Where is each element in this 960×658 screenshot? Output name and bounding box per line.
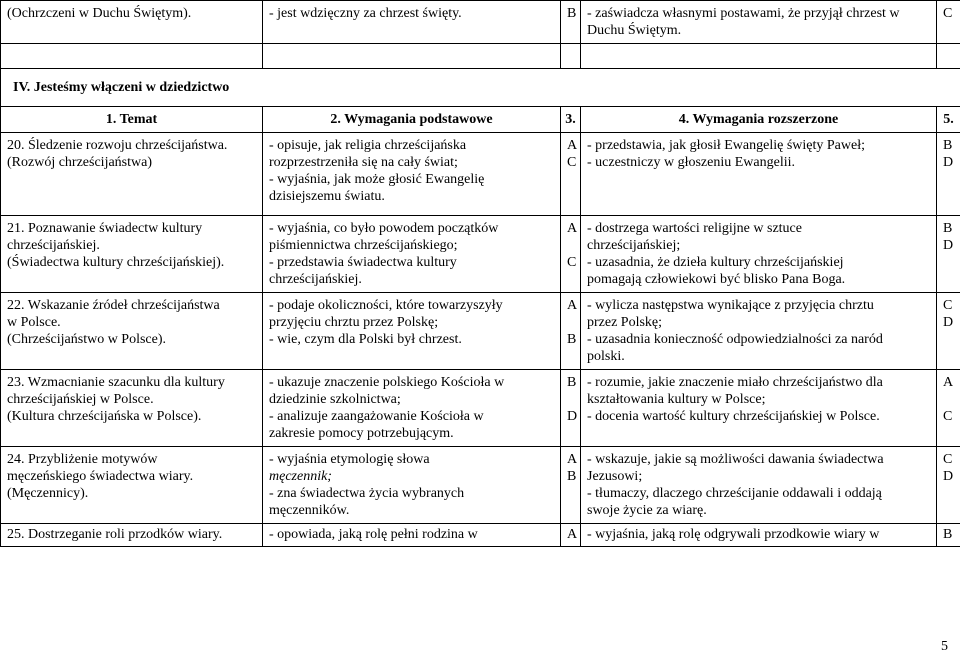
extended-line: polski. bbox=[587, 349, 625, 364]
table-row bbox=[1, 293, 960, 370]
basic-line: dzisiejszemu światu. bbox=[269, 189, 385, 204]
basic-level-cell bbox=[561, 133, 581, 216]
extended-line: - uczestniczy w głoszeniu Ewangelii. bbox=[587, 155, 795, 170]
extended-cell bbox=[581, 370, 937, 447]
level-letter: D bbox=[943, 155, 954, 170]
basic-line: - opisuje, jak religia chrześcijańska bbox=[269, 138, 467, 153]
extended-line: - wyjaśnia, jaką rolę odgrywali przodkowie wiary w bbox=[587, 527, 880, 542]
extended-line: - przedstawia, jak głosił Ewangelię święty Paweł; bbox=[587, 138, 865, 153]
topic-line: (Rozwój chrześcijaństwa) bbox=[7, 155, 152, 170]
extended-level-cell bbox=[937, 370, 960, 447]
level-spacer bbox=[567, 237, 578, 254]
basic-line: rozprzestrzeniła się na cały świat; bbox=[269, 155, 458, 170]
extended-line: chrześcijańskiej; bbox=[587, 238, 681, 253]
basic-cell bbox=[263, 293, 561, 370]
extended-cell bbox=[581, 133, 937, 216]
level-letter: A bbox=[943, 375, 954, 390]
topic-cell bbox=[1, 370, 263, 447]
basic-line: przyjęciu chrztu przez Polskę; bbox=[269, 315, 439, 330]
basic-cell bbox=[263, 1, 561, 44]
level-letter: C bbox=[567, 255, 577, 270]
header-extended-level: 5. bbox=[937, 107, 960, 133]
level-letter: B bbox=[567, 6, 577, 21]
topic-line: 24. Przybliżenie motywów bbox=[7, 452, 158, 467]
level-letter: D bbox=[943, 469, 954, 484]
section-title: IV. Jesteśmy włączeni w dziedzictwo bbox=[1, 69, 960, 107]
basic-line: - wyjaśnia, co było powodem początków bbox=[269, 221, 499, 236]
extended-level-cell bbox=[937, 447, 960, 524]
extended-level-cell bbox=[937, 524, 960, 547]
topic-cell bbox=[1, 216, 263, 293]
header-basic-level: 3. bbox=[561, 107, 581, 133]
topic-line: 25. Dostrzeganie roli przodków wiary. bbox=[7, 527, 223, 542]
topic-cell bbox=[1, 447, 263, 524]
topic-line: 20. Śledzenie rozwoju chrześcijaństwa. bbox=[7, 138, 228, 153]
extended-level-cell bbox=[937, 133, 960, 216]
topic-line: (Świadectwa kultury chrześcijańskiej). bbox=[7, 255, 225, 270]
table-row bbox=[1, 216, 960, 293]
basic-cell bbox=[263, 447, 561, 524]
level-letter: C bbox=[943, 409, 953, 424]
basic-line: - zna świadectwa życia wybranych bbox=[269, 486, 465, 501]
extended-level-cell bbox=[937, 293, 960, 370]
level-letter: D bbox=[567, 409, 578, 424]
italic-term: męczennik; bbox=[269, 469, 332, 484]
extended-line: - uzasadnia konieczność odpowiedzialności za naród bbox=[587, 332, 883, 347]
topic-cell bbox=[1, 133, 263, 216]
basic-line: piśmiennictwa chrześcijańskiego; bbox=[269, 238, 458, 253]
level-letter: A bbox=[567, 138, 578, 153]
level-letter: A bbox=[567, 221, 578, 236]
basic-line: - podaje okoliczności, które towarzyszyły bbox=[269, 298, 503, 313]
topic-line: chrześcijańskiej. bbox=[7, 238, 100, 253]
basic-cell bbox=[263, 133, 561, 216]
basic-cell bbox=[263, 370, 561, 447]
extended-cell bbox=[581, 293, 937, 370]
basic-line: - wie, czym dla Polski był chrzest. bbox=[269, 332, 462, 347]
basic-line: - analizuje zaangażowanie Kościoła w bbox=[269, 409, 484, 424]
section-row bbox=[1, 69, 960, 107]
extended-line: - dostrzega wartości religijne w sztuce bbox=[587, 221, 802, 236]
topic-line: (Kultura chrześcijańska w Polsce). bbox=[7, 409, 202, 424]
spacer-row bbox=[1, 44, 960, 69]
topic-cell bbox=[1, 293, 263, 370]
basic-level-cell bbox=[561, 216, 581, 293]
topic-line: męczeńskiego świadectwa wiary. bbox=[7, 469, 194, 484]
table-row bbox=[1, 447, 960, 524]
level-letter: A bbox=[567, 527, 578, 542]
topic-cell bbox=[1, 1, 263, 44]
basic-level-cell bbox=[561, 293, 581, 370]
level-letter: A bbox=[567, 452, 578, 467]
level-letter: C bbox=[567, 155, 577, 170]
level-letter: C bbox=[943, 6, 953, 21]
basic-line: dziedzinie szkolnictwa; bbox=[269, 392, 401, 407]
page-number: 5 bbox=[941, 639, 948, 654]
basic-line bbox=[269, 451, 554, 485]
basic-line: - wyjaśnia, jak może głosić Ewangelię bbox=[269, 172, 485, 187]
extended-line: - wskazuje, jakie są możliwości dawania świadectwa bbox=[587, 452, 884, 467]
basic-cell bbox=[263, 524, 561, 547]
basic-line: - przedstawia świadectwa kultury bbox=[269, 255, 457, 270]
extended-cell bbox=[581, 524, 937, 547]
extended-line: przez Polskę; bbox=[587, 315, 663, 330]
topic-line: w Polsce. bbox=[7, 315, 61, 330]
extended-line: - tłumaczy, dlaczego chrześcijanie oddawali i oddają bbox=[587, 486, 882, 501]
level-letter: D bbox=[943, 315, 954, 330]
level-letter: B bbox=[567, 469, 577, 484]
table-row bbox=[1, 133, 960, 216]
level-letter: B bbox=[567, 332, 577, 347]
basic-level-cell bbox=[561, 370, 581, 447]
header-topic: 1. Temat bbox=[1, 107, 263, 133]
extended-line: pomagają człowiekowi być blisko Pana Boga. bbox=[587, 272, 846, 287]
extended-cell bbox=[581, 447, 937, 524]
extended-line: - rozumie, jakie znaczenie miało chrześcijaństwo dla bbox=[587, 375, 883, 390]
extended-cell bbox=[581, 216, 937, 293]
level-letter: C bbox=[943, 298, 953, 313]
extended-level-cell bbox=[937, 1, 960, 44]
topic-line: (Chrześcijaństwo w Polsce). bbox=[7, 332, 167, 347]
basic-level-cell bbox=[561, 524, 581, 547]
extended-line: kształtowania kultury w Polsce; bbox=[587, 392, 766, 407]
topic-line: (Męczennicy). bbox=[7, 486, 89, 501]
basic-line: zakresie pomocy potrzebującym. bbox=[269, 426, 454, 441]
topic-line: 21. Poznawanie świadectw kultury bbox=[7, 221, 203, 236]
level-letter: B bbox=[567, 375, 577, 390]
basic-line: męczenników. bbox=[269, 503, 350, 518]
basic-line-prefix: - wyjaśnia etymologię słowa bbox=[269, 452, 430, 467]
level-letter: B bbox=[943, 527, 953, 542]
extended-line: - wylicza następstwa wynikające z przyjęcia chrztu bbox=[587, 298, 874, 313]
basic-cell bbox=[263, 216, 561, 293]
basic-line: - opowiada, jaką rolę pełni rodzina w bbox=[269, 527, 478, 542]
header-extended: 4. Wymagania rozszerzone bbox=[581, 107, 937, 133]
topic-text: (Ochrzczeni w Duchu Świętym). bbox=[7, 6, 192, 21]
header-row bbox=[1, 107, 960, 133]
level-letter: A bbox=[567, 298, 578, 313]
level-letter: B bbox=[943, 221, 953, 236]
table-row bbox=[1, 370, 960, 447]
level-spacer bbox=[943, 391, 958, 408]
table-row bbox=[1, 524, 960, 547]
level-letter: D bbox=[943, 238, 954, 253]
topic-line: 22. Wskazanie źródeł chrześcijaństwa bbox=[7, 298, 220, 313]
extended-level-cell bbox=[937, 216, 960, 293]
basic-level-cell bbox=[561, 447, 581, 524]
basic-text: - jest wdzięczny za chrzest święty. bbox=[269, 6, 462, 21]
extended-line: Jezusowi; bbox=[587, 469, 643, 484]
extended-line: swoje życie za wiarę. bbox=[587, 503, 707, 518]
extended-line: - docenia wartość kultury chrześcijańskiej w Polsce. bbox=[587, 409, 880, 424]
extended-line: - uzasadnia, że dzieła kultury chrześcijańskiej bbox=[587, 255, 844, 270]
basic-line: chrześcijańskiej. bbox=[269, 272, 362, 287]
basic-line: - ukazuje znaczenie polskiego Kościoła w bbox=[269, 375, 505, 390]
level-letter: C bbox=[943, 452, 953, 467]
level-spacer bbox=[567, 391, 578, 408]
topic-cell bbox=[1, 524, 263, 547]
header-basic: 2. Wymagania podstawowe bbox=[263, 107, 561, 133]
level-spacer bbox=[567, 314, 578, 331]
table-row bbox=[1, 1, 960, 44]
topic-line: 23. Wzmacnianie szacunku dla kultury bbox=[7, 375, 225, 390]
basic-level-cell bbox=[561, 1, 581, 44]
extended-text: - zaświadcza własnymi postawami, że przyjął chrzest w Duchu Świętym. bbox=[587, 6, 900, 38]
level-letter: B bbox=[943, 138, 953, 153]
topic-line: chrześcijańskiej w Polsce. bbox=[7, 392, 154, 407]
extended-cell bbox=[581, 1, 937, 44]
